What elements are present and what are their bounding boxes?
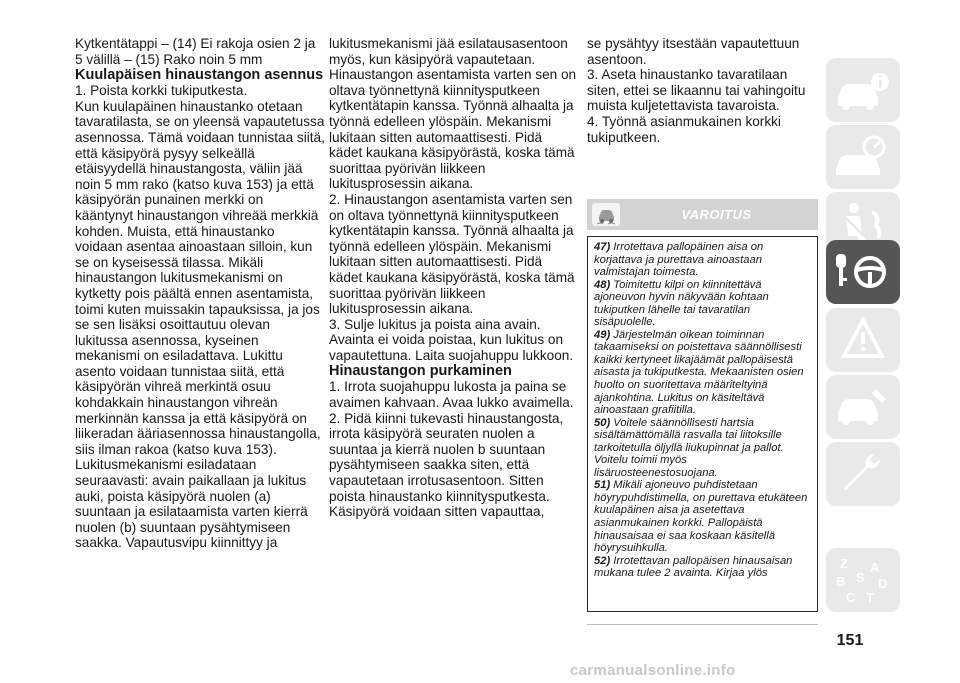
warning-item: 48) Toimitettu kilpi on kiinnitettävä ajoneuvon hyvin näkyvään kohtaan tukiputken lähelle tai tavaratilan sisäpuolelle.: [594, 278, 769, 329]
warning-title: VAROITUS: [681, 207, 752, 222]
paragraph: 2. Hinaustangon asentamista varten sen on oltava työnnettynä kiinnitysputkeen kytkentätapin kanssa. Työnnä alhaalta ja työnnä edelleen ylöspäin. Mekanismi lukitaan sitten automaattisesti. Pidä kädet kaukana käsipyörästä, koska tämä suorittaa pyörivän liikkeen lukitusprosessin aikana.: [329, 191, 575, 317]
paragraph: 4. Työnnä asianmukainen korkki tukiputkeen.: [587, 113, 781, 145]
watermark: carmanualsonline.info: [570, 662, 736, 679]
warning-item: 49) Järjestelmän oikean toiminnan takaamiseksi on poistettava säännöllisesti kaikki kertyneet likajäämät pallopäisestä aisasta ja tukiputkesta. Mekaanisten osien huolto on suoritettava määriteltyinä ajankohtina. Lukitus on käsiteltävä ainoastaan grafiitilla.: [594, 328, 804, 417]
paragraph: Kun kuulapäinen hinaustanko otetaan tavaratilasta, se on yleensä vapautetussa asennossa. Tämä voidaan tunnistaa siitä, että käsipyörä pysyy selkeällä etäisyydellä hinaustangosta, väliin jää noin 5 mm rako (katso kuva 153) ja että käsipyörän punainen merkki on kääntynyt hinaustangon vihreää merkkiä kohden. Muista, että hinaustanko voidaan asentaa ainoastaan silloin, kun se on kyseisessä tilassa. Mikäli hinaustangon lukitusmekanismi on kytketty pois päältä ennen asentamista, toimi kuten muissakin tapauksissa, ja jos se sen lisäksi osoittautuu olevan lukitussa asennossa, kyseinen mekanismi on esiladattava. Lukittu asento voidaan tunnistaa siitä, että käsipyörän vihreä merkintä osuu kohdakkain hinaustangon vihreän merkinnän kanssa ja että käsipyörä on liikeradan ääriasennossa hinaustangolla, siis ilman rakoa (katso kuva 153).: [75, 98, 325, 457]
text-column-1: [75, 36, 325, 551]
section-heading: Hinaustangon purkaminen: [329, 363, 512, 380]
car-instrument-icon: [826, 125, 900, 189]
tab-car-info[interactable]: [826, 58, 900, 122]
svg-text:S: S: [856, 570, 865, 585]
section-heading: Kuulapäisen hinaustangon asennus: [75, 67, 324, 84]
warning-box: [587, 236, 818, 612]
text-column-3: [587, 36, 822, 145]
tab-warning-lights[interactable]: [826, 308, 900, 372]
paragraph: 1. Poista korkki tukiputkesta.: [75, 83, 248, 99]
key-steering-wheel-icon: [826, 240, 900, 304]
svg-text:D: D: [878, 576, 888, 591]
paragraph: 1. Irrota suojahuppu lukosta ja paina se avaimen kahvaan. Avaa lukko avaimella.: [329, 379, 574, 411]
paragraph: 3. Sulje lukitus ja poista aina avain. Avainta ei voida poistaa, kun lukitus on vapautettuna. Laita suojahuppu lukkoon.: [329, 316, 574, 363]
tab-index[interactable]: [826, 548, 900, 612]
paragraph: Lukitusmekanismi esiladataan seuraavasti: avain paikallaan ja lukitus auki, poista käsipyörä nuolen (a) suuntaan ja esilataamista varten kierrä nuolen (b) suuntaan pysähtymiseen saakka. Vapautusvipu kiinnittyy ja: [75, 457, 308, 551]
wrench-car-icon: [826, 442, 900, 506]
paragraph: se pysähtyy itsestään vapautettuun asentoon.: [587, 36, 800, 67]
tab-starting-driving[interactable]: [826, 240, 900, 304]
svg-text:C: C: [846, 590, 856, 605]
warning-item: 52) Irrotettavan pallopäisen hinausaisan mukana tulee 2 avainta. Kirjaa ylös: [594, 554, 793, 580]
tab-emergency[interactable]: [826, 375, 900, 439]
tab-instruments[interactable]: [826, 125, 900, 189]
warning-triangle-icon: [826, 308, 900, 372]
divider: [587, 624, 818, 625]
warning-item: 50) Voitele säännöllisesti hartsia sisältämättömällä rasvalla tai liitoksille tarkoitetulla öljyllä liukupinnat ja pallot. Voitelu toimii myös lisäruosteenestosuojana.: [594, 416, 784, 479]
page-number: 151: [836, 632, 864, 649]
car-info-icon: [826, 58, 900, 122]
alphabetical-index-icon: [826, 548, 900, 612]
tab-maintenance[interactable]: [826, 442, 900, 506]
warning-item: 51) Mikäli ajoneuvo puhdistetaan höyrypuhdistimella, on purettava etukäteen kuulapäinen aisa ja asetettava asianmukainen korkki. Pallopäistä hinausaisaa ei saa koskaan käsitellä höyrysuihkulla.: [594, 479, 808, 555]
text-column-2: [329, 36, 579, 520]
svg-text:A: A: [870, 560, 880, 575]
svg-text:B: B: [836, 574, 846, 589]
car-service-icon: [826, 375, 900, 439]
paragraph: 3. Aseta hinaustanko tavaratilaan siten, ettei se likaannu tai vahingoitu muista kuljetettavista tavaroista.: [587, 67, 806, 114]
svg-text:Z: Z: [840, 556, 848, 571]
warning-header: [587, 199, 818, 230]
svg-text:T: T: [866, 590, 874, 605]
paragraph: 2. Pidä kiinni tukevasti hinaustangosta, irrota käsipyörä seuraten nuolen a suuntaa ja kierrä nuolen b suuntaan pysähtymiseen saakka siten, että vapautetaan irrotusasentoon. Sitten poista hinaustanko kiinnitysputkesta. Käsipyörä voidaan sitten vapauttaa,: [329, 410, 564, 520]
paragraph: lukitusmekanismi jää esilatausasentoon myös, kun käsipyörä vapautetaan. Hinaustangon asentamista varten sen on oltava työnnettynä kiinnitysputkeen kytkentätapin kanssa. Työnnä alhaalta ja työnnä edelleen ylöspäin. Mekanismi lukitaan sitten automaattisesti. Pidä kädet kaukana käsipyörästä, koska tämä suorittaa pyörivän liikkeen lukitusprosessin aikana.: [329, 36, 577, 192]
warning-item: 47) Irrotettava pallopäinen aisa on korjattava ja purettava ainoastaan valmistajan toimesta.: [594, 241, 764, 279]
paragraph: Kytkentätappi – (14) Ei rakoja osien 2 ja 5 välillä – (15) Rako noin 5 mm: [75, 36, 316, 67]
